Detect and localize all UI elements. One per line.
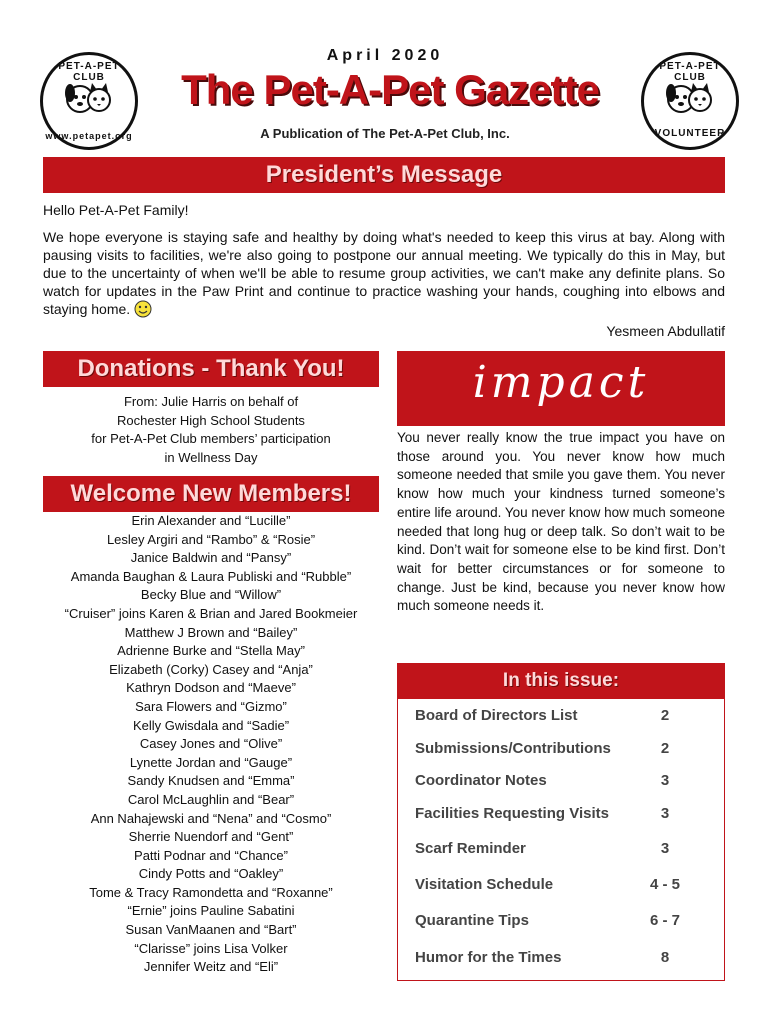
member-item: Cindy Potts and “Oakley” <box>138 866 284 882</box>
donations-text <box>43 393 379 467</box>
member-item: Adrienne Burke and “Stella May” <box>117 643 305 659</box>
toc-item[interactable] <box>415 876 685 900</box>
toc-item-page: 2 <box>660 707 670 724</box>
welcome-heading-bar <box>43 476 379 512</box>
member-item: Lynette Jordan and “Gauge” <box>129 754 293 770</box>
toc-heading-bar <box>397 663 725 699</box>
donations-heading: Donations - Thank You! <box>77 355 345 382</box>
member-item: Kelly Gwisdala and “Sadie” <box>132 717 290 733</box>
toc-item-label: Facilities Requesting Visits <box>415 805 609 822</box>
toc-item[interactable] <box>415 949 685 973</box>
member-item: Matthew J Brown and “Bailey” <box>124 624 298 640</box>
toc-item-page: 3 <box>660 772 670 789</box>
toc-item[interactable] <box>415 912 685 936</box>
impact-body: You never really know the true impact you have on those around you. You never know how much someone needed that smile you gave them. You never know how much your kindness turned someone’s entire life around. You never know how much someone needed that long hug or deep talk. So don’t wait to be kind. Don’t wait for someone else to be kind first. Don’t wait for better circumstances or for someone to change. Just be kind, because you never know how much someone needs it. <box>397 430 725 614</box>
president-signature: Yesmeen Abdullatif <box>606 323 725 339</box>
toc-item-label: Humor for the Times <box>415 949 562 966</box>
member-item: Sandy Knudsen and “Emma” <box>127 773 295 789</box>
member-item: Kathryn Dodson and “Maeve” <box>126 680 296 696</box>
logo-bottom-text: www.petapet.org <box>45 131 133 141</box>
member-item: Carol McLaughlin and “Bear” <box>127 791 295 807</box>
logo-top-text: PET-A-PET CLUB <box>58 61 120 83</box>
member-item: “Ernie” joins Pauline Sabatini <box>127 903 295 919</box>
member-item: Becky Blue and “Willow” <box>140 587 282 603</box>
member-item: Sherrie Nuendorf and “Gent” <box>128 829 294 845</box>
publication-subtitle: A Publication of The Pet-A-Pet Club, Inc. <box>260 126 510 141</box>
toc-item[interactable] <box>415 740 685 764</box>
member-item: Susan VanMaanen and “Bart” <box>125 922 297 938</box>
president-greeting: Hello Pet-A-Pet Family! <box>43 202 189 218</box>
toc-item-page: 3 <box>660 840 670 857</box>
member-item: Jennifer Weitz and “Eli” <box>143 959 279 975</box>
toc-item[interactable] <box>415 772 685 796</box>
toc-item-page: 8 <box>660 949 670 966</box>
president-heading-bar <box>43 157 725 193</box>
donation-line: for Pet-A-Pet Club members’ participation <box>91 431 331 446</box>
member-item: Lesley Argiri and “Rambo” & “Rosie” <box>106 531 316 547</box>
toc-item-label: Submissions/Contributions <box>415 740 611 757</box>
president-body-text: We hope everyone is staying safe and healthy by doing what's needed to keep this virus at bay. Along with pausing visits to facilities, we're also going to postpone our annual meeting. We typically do this in May, but due to the uncertainty of when we'll be able to resume group activities, we can't make any definite plans. So watch for updates in the Paw Print and continue to practice washing your hands, coughing into elbows and staying home. <box>43 229 725 317</box>
logo-top-text: PET-A-PET CLUB <box>659 61 721 83</box>
toc-item-page: 2 <box>660 740 670 757</box>
toc-item[interactable] <box>415 840 685 864</box>
member-item: Ann Nahajewski and “Nena” and “Cosmo” <box>90 810 332 826</box>
impact-banner <box>397 351 725 426</box>
smiley-face-icon <box>134 300 152 318</box>
member-item: Sara Flowers and “Gizmo” <box>135 698 287 714</box>
toc-item[interactable] <box>415 805 685 829</box>
president-heading: President’s Message <box>265 161 503 188</box>
newsletter-title: The Pet-A-Pet Gazette <box>181 66 599 113</box>
member-item: Patti Podnar and “Chance” <box>134 847 288 863</box>
member-item: Janice Baldwin and “Pansy” <box>130 550 292 566</box>
dog-cat-face-icon <box>64 79 114 119</box>
toc-item-label: Scarf Reminder <box>415 840 526 857</box>
impact-word: impact <box>472 357 650 408</box>
logo-bottom-text: VOLUNTEER <box>654 128 726 139</box>
donation-line: in Wellness Day <box>164 449 258 465</box>
donations-heading-bar <box>43 351 379 387</box>
welcome-heading: Welcome New Members! <box>70 480 352 507</box>
toc-item-label: Visitation Schedule <box>415 876 554 893</box>
toc-item-label: Coordinator Notes <box>415 772 547 789</box>
member-item: Casey Jones and “Olive” <box>139 736 283 752</box>
toc-item[interactable] <box>415 707 685 731</box>
member-item: Erin Alexander and “Lucille” <box>131 513 291 528</box>
member-item: “Cruiser” joins Karen & Brian and Jared Bookmeier <box>64 605 358 621</box>
toc-item-label: Board of Directors List <box>415 707 578 724</box>
member-item: Amanda Baughan & Laura Publiski and “Rubble” <box>70 568 352 584</box>
member-item: “Clarisse” joins Lisa Volker <box>134 940 288 956</box>
dog-cat-face-icon <box>665 79 715 119</box>
toc-heading: In this issue: <box>502 670 620 691</box>
donation-line: Rochester High School Students <box>117 412 305 428</box>
member-item: Tome & Tracy Ramondetta and “Roxanne” <box>89 884 333 900</box>
issue-date: April 2020 <box>326 47 444 64</box>
president-body <box>43 228 725 318</box>
donation-line: From: Julie Harris on behalf of <box>123 394 299 409</box>
member-item: Elizabeth (Corky) Casey and “Anja” <box>109 661 313 677</box>
toc-item-page: 3 <box>660 805 670 822</box>
toc-item-page: 4 - 5 <box>649 876 680 893</box>
members-list <box>43 512 379 977</box>
toc-item-page: 6 - 7 <box>649 912 680 929</box>
toc-item-label: Quarantine Tips <box>415 912 529 929</box>
